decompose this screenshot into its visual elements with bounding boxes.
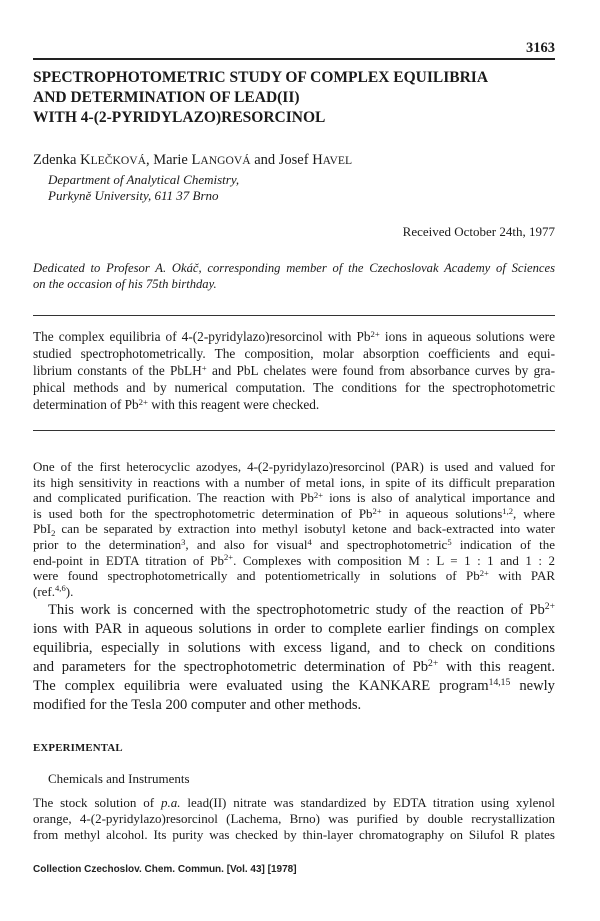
paragraph-line: orange, 4-(2-pyridylazo)resorcinol (Lachema, Brno) was purified by double recrystallization xyxy=(33,811,555,826)
introduction-paragraph xyxy=(33,601,555,715)
superscript: 2+ xyxy=(370,328,380,339)
paragraph-line: equilibria, especially in solutions with excess ligand, and to check on conditions xyxy=(33,640,555,656)
header-rule xyxy=(33,58,555,60)
superscript: 2+ xyxy=(223,552,234,563)
paper-title xyxy=(33,68,555,128)
superscript: 5 xyxy=(447,536,452,547)
affiliation-line: Department of Analytical Chemistry, xyxy=(48,172,240,187)
abstract-line: librium constants of the PbLH+ and PbL chelates were found from absorbance curves by gra- xyxy=(33,362,555,378)
experimental-paragraph xyxy=(33,795,555,843)
superscript: + xyxy=(201,362,207,373)
paragraph-line: its high sensitivity in reactions with a number of metal ions, in spite of its difficult preparation xyxy=(33,474,555,490)
small-caps-text: ANGOVÁ xyxy=(200,154,251,167)
received-date: Received October 24th, 1977 xyxy=(402,224,555,239)
superscript: 3 xyxy=(181,536,186,547)
abstract-top-rule xyxy=(33,315,555,316)
paragraph-line: ions with PAR in aqueous solutions in order to complete earlier findings on complex xyxy=(33,621,555,637)
superscript: 2+ xyxy=(479,567,489,578)
title-line: AND DETERMINATION OF LEAD(II) xyxy=(33,89,300,106)
paragraph-line: The complex equilibria were evaluated using the KANKARE program$^{14,15}$ newly xyxy=(33,677,555,694)
superscript: 4 xyxy=(307,536,312,547)
abstract-line: determination of $Pb^{2+}$ with this reagent were checked. xyxy=(33,396,320,412)
dedication-line: Dedicated to Profesor A. Okáč, corresponding member of the Czechoslovak Academy of Sciences xyxy=(33,261,555,275)
paragraph-line: and parameters for the spectrophotometric determination of $Pb^{2+}$ with this reagent. xyxy=(33,658,555,675)
superscript: 2+ xyxy=(428,658,439,670)
dedication xyxy=(33,260,555,292)
superscript: 4,6 xyxy=(55,583,66,594)
abstract-bottom-rule xyxy=(33,430,555,431)
journal-footer: Collection Czechoslov. Chem. Commun. [Vol. 43] [1978] xyxy=(33,864,297,875)
section-heading-experimental: EXPERIMENTAL xyxy=(33,742,123,754)
paragraph-line: modified for the Tesla 200 computer and other methods. xyxy=(33,697,362,713)
paragraph-line: This work is concerned with the spectrophotometric study of the reaction of $Pb^{2+}$ xyxy=(48,601,555,618)
superscript: 2+ xyxy=(372,505,382,516)
dedication-line: on the occasion of his 75th birthday. xyxy=(33,277,217,291)
paragraph-line: is used both for the spectrophotometric determination of $Pb^{2+}$ in aqueous solutions$^{1,2}$, where xyxy=(33,505,555,521)
superscript: 1,2 xyxy=(502,505,514,516)
author-list: Zdenka KLEČKOVÁ, Marie LANGOVÁ and Josef HAVEL xyxy=(33,152,353,168)
paragraph-line: PbI2 can be separated by extraction into methyl isobutyl ketone and back-extracted into water xyxy=(33,521,555,538)
subscript: 2 xyxy=(51,527,56,538)
paragraph-line: from methyl alcohol. Its purity was checked by thin-layer chromatography on Silufol R plates xyxy=(33,827,555,842)
paragraph-line: One of the first heterocyclic azodyes, 4-(2-pyridylazo)resorcinol (PAR) is used and valued for xyxy=(33,459,555,474)
paragraph-line: (ref.$^{4,6}$). xyxy=(33,583,74,599)
affiliation xyxy=(48,172,555,204)
abstract-line: studied spectrophotometrically. The composition, molar absorption coefficients and equi- xyxy=(33,346,555,361)
abstract xyxy=(33,328,555,413)
introduction-paragraph xyxy=(33,459,555,599)
small-caps-text: AVEL xyxy=(322,154,353,167)
subsection-heading: Chemicals and Instruments xyxy=(48,771,190,786)
title-line: WITH 4-(2-PYRIDYLAZO)RESORCINOL xyxy=(33,109,326,126)
page-number: 3163 xyxy=(526,40,555,56)
superscript: 2+ xyxy=(544,601,555,613)
paragraph-line: were found spectrophotometrically and potentiometrically in solutions of $Pb^{2+}$ with PAR xyxy=(33,567,555,584)
superscript: 2+ xyxy=(313,489,324,500)
small-caps-text: LEČKOVÁ xyxy=(90,154,146,167)
abstract-line: phical methods and by numerical computation. The conditions for the spectrophotometric xyxy=(33,380,555,395)
superscript: 2+ xyxy=(138,396,148,407)
paragraph-line: prior to the determination$^3$, and also for visual$^4$ and spectrophotometric$^5$ indication of the xyxy=(33,536,555,552)
abstract-line: The complex equilibria of 4-(2-pyridylazo)resorcinol with $Pb^{2+}$ ions in aqueous solutions were xyxy=(33,328,555,344)
superscript: 14,15 xyxy=(488,677,511,689)
title-line: SPECTROPHOTOMETRIC STUDY OF COMPLEX EQUILIBRIA xyxy=(33,69,489,86)
affiliation-line: Purkyně University, 611 37 Brno xyxy=(48,188,219,203)
paragraph-line: and complicated purification. The reaction with $Pb^{2+}$ ions is also of analytical importance and xyxy=(33,489,555,506)
paragraph-line: The stock solution of p.a. lead(II) nitrate was standardized by EDTA titration using xylenol xyxy=(33,795,555,810)
italic-text: p.a. xyxy=(161,795,181,810)
paragraph-line: end-point in EDTA titration of $Pb^{2+}$. Complexes with composition M : L = 1 : 1 and 1 : 2 xyxy=(33,552,555,568)
